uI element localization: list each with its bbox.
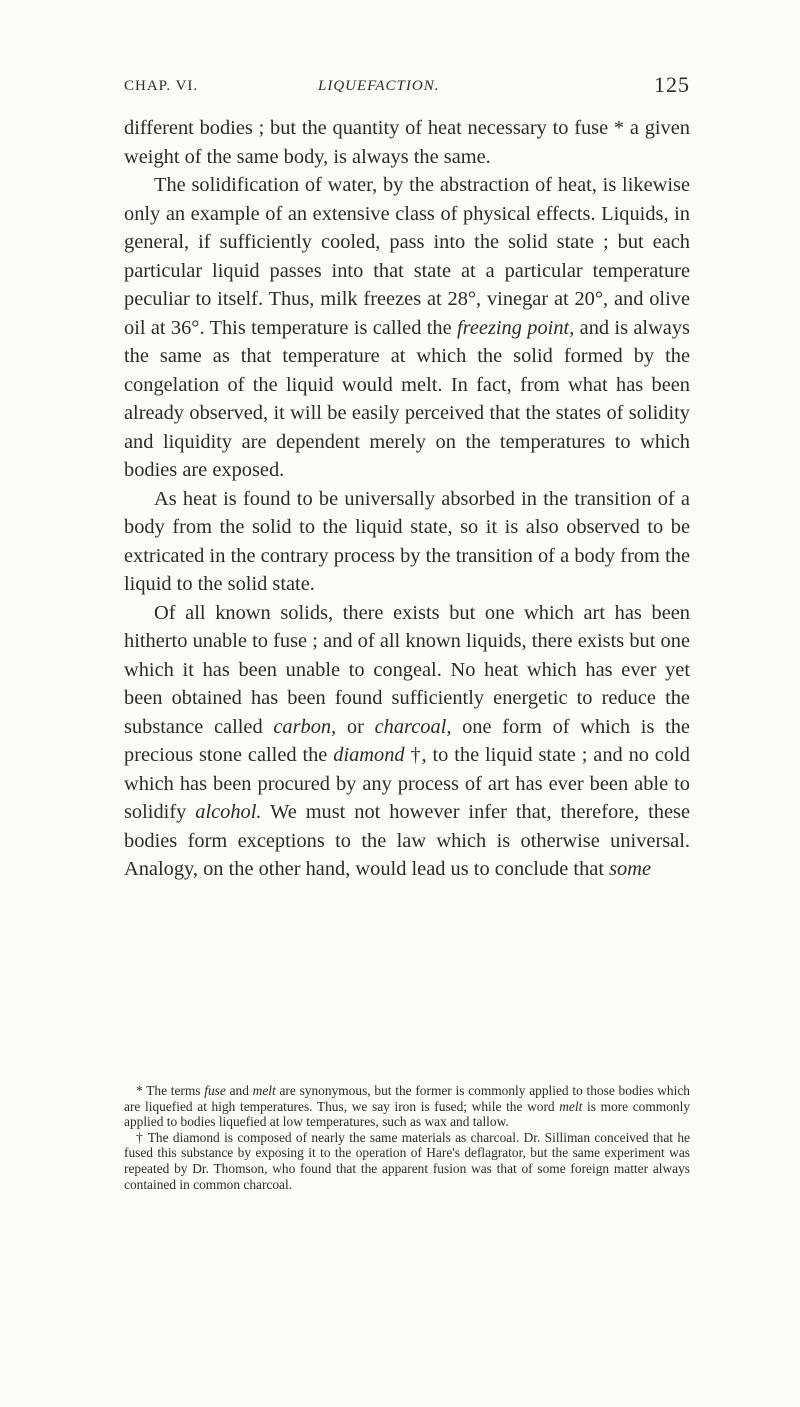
text-run: one form of which is the precious stone called the [124,715,690,766]
italic-term: melt [252,1083,276,1098]
running-header [124,72,690,98]
italic-term: freezing point, [457,316,575,339]
paragraph-p2 [124,171,690,485]
text-run: The solidification of water, by the abstraction of heat, is likewise only an example of an extensive class of physical effects. Liquids, in general, if sufficiently cooled, pass into the solid state ; but each particular liquid passes into that state at a particular temperature peculiar to itself. Thus, milk freezes at 28°, vinegar at 20°, and olive oil at 36°. This temperature is called the [124,174,690,339]
text-run: are synonymous, but the former is commonly applied to those bodies which are liquefied at high temperatures. Thus, we say iron is fused; while the word [124,1083,690,1114]
text-run: † The diamond is composed of nearly the same materials as charcoal. Dr. Silliman conceived that he fused this substance by exposing it to the operation of Hare's deflagrator, but the same experiment was repeated by Dr. Thomson, who found that the apparent fusion was that of some foreign matter always contained in common charcoal. [124,1129,690,1192]
italic-term: diamond [333,744,405,766]
text-run: We must not however infer that, therefore, these bodies form exceptions to the law which is otherwise universal. Analogy, on the other hand, would lead us to conclude that [124,801,690,880]
text-run: As heat is found to be universally absorbed in the transition of a body from the solid to the liquid state, so it is also observed to be extricated in the contrary process by the transition of a body from the liquid to the solid state. [124,487,690,595]
footnote-fn2 [124,1130,690,1192]
text-run: * The terms [136,1083,205,1098]
running-title: LIQUEFACTION. [318,78,440,94]
paragraph-p1 [124,114,690,171]
chapter-label: CHAP. VI. [124,78,199,94]
text-run: Of all known solids, there exists but one which art has been hitherto unable to fuse ; and of all known liquids, there exists but one which it has been unable to congeal. No heat which has ever yet been obtained has been found sufficiently energetic to reduce the substance called [124,601,690,738]
text-run: or [336,715,375,738]
text-run: †, to the liquid state ; and no cold which has been procured by any process of art has ever been able to solidify [124,744,690,823]
paragraph-p3 [124,485,690,599]
text-run: and is always the same as that temperature at which the solid formed by the congelation of the liquid would melt. In fact, from what has been already observed, it will be easily perceived that the states of solidity and liquidity are dependent merely on the temperatures to which bodies are exposed. [124,316,690,481]
text-run: is more commonly applied to bodies liquefied at low temperatures, such as wax and tallow. [124,1098,691,1130]
italic-term: fuse [204,1083,226,1098]
text-run: different bodies ; but the quantity of heat necessary to fuse * a given weight of the same body, is always the same. [124,117,690,168]
italic-term: some [609,858,652,880]
text-run: and [225,1083,253,1098]
footnotes [124,1083,690,1192]
italic-term: alcohol. [195,801,262,823]
italic-term: melt [559,1098,583,1114]
italic-term: charcoal, [374,715,452,738]
footnote-fn1 [124,1083,690,1130]
paragraph-p4 [124,599,690,884]
main-text [124,114,690,884]
page-number: 125 [654,72,690,97]
italic-term: carbon, [273,715,337,738]
